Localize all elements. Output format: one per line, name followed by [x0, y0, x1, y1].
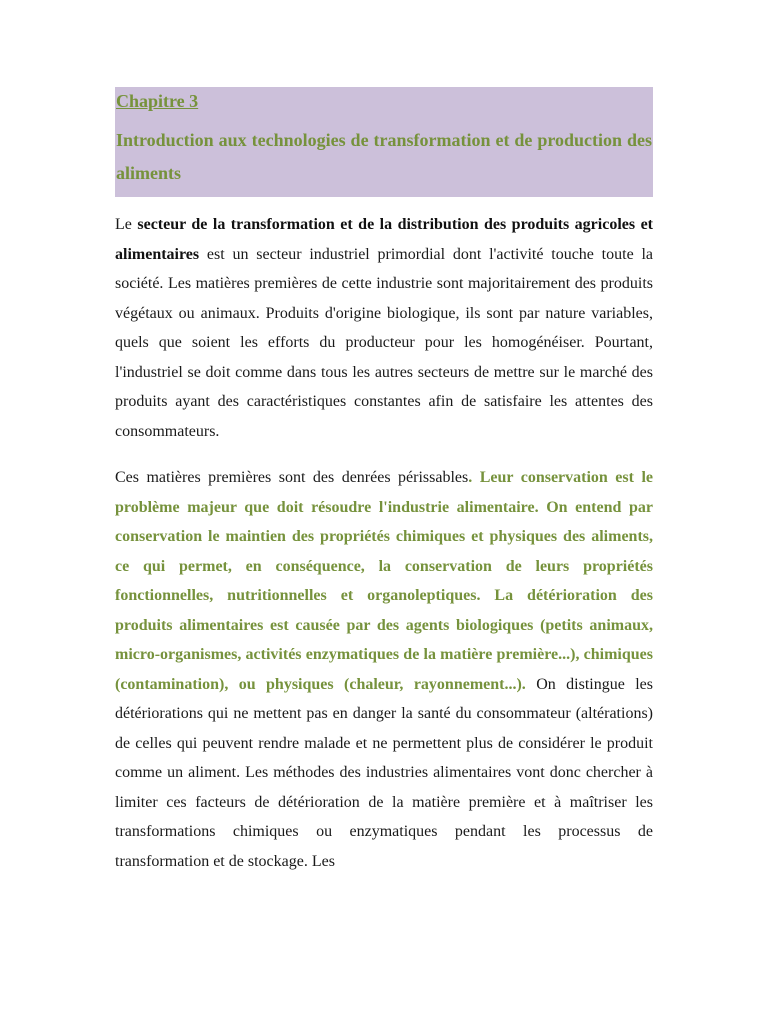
paragraph-1-run: est un secteur industriel primordial dont l'activité touche toute la société. Les matières premières de cette industrie sont majoritairement des produits végétaux ou animaux. Produits d'origine biologique, ils sont par nature variables, quels que soient les efforts du producteur pour les homogénéiser. Pourtant, l'industriel se doit comme dans tous les autres secteurs de mettre sur le marché des produits ayant des caractéristiques constantes afin de satisfaire les attentes des consommateurs. — [115, 245, 653, 440]
chapter-title: Introduction aux technologies de transformation et de production des aliments — [116, 130, 652, 183]
paragraph-2-run: On distingue les détériorations qui ne mettent pas en danger la santé du consommateur (altérations) de celles qui peuvent rendre malade et ne permettent plus de considérer le produit comme un aliment. Les méthodes des industries alimentaires vont donc chercher à limiter ces facteurs de détérioration de la matière première et à maîtriser les transformations chimiques ou enzymatiques pendant les processus de transformation et de stockage. Les — [115, 675, 653, 870]
chapter-header-box — [115, 87, 653, 197]
paragraph-1 — [115, 210, 653, 446]
paragraph-1-run: Le — [115, 216, 138, 233]
paragraph-2-highlight-run: . Leur conservation est le problème majeur que doit résoudre l'industrie alimentaire. On entend par conservation le maintien des propriétés chimiques et physiques des aliments, ce qui permet, en conséquence, la conservation de leurs propriétés fonctionnelles, nutritionnelles et organoleptiques. La détérioration des produits alimentaires est causée par des agents biologiques (petits animaux, micro-organismes, activités enzymatiques de la matière première...), chimiques (contamination), ou physiques (chaleur, rayonnement...). — [115, 469, 653, 693]
chapter-label: Chapitre 3 — [116, 91, 199, 111]
paragraph-1-bold-run: secteur de la transformation et de la distribution des produits agricoles et alimentaires — [115, 216, 654, 263]
paragraph-2-run: Ces matières premières sont des denrées périssables — [115, 469, 469, 486]
paragraph-2 — [115, 463, 653, 876]
document-page — [115, 87, 653, 876]
